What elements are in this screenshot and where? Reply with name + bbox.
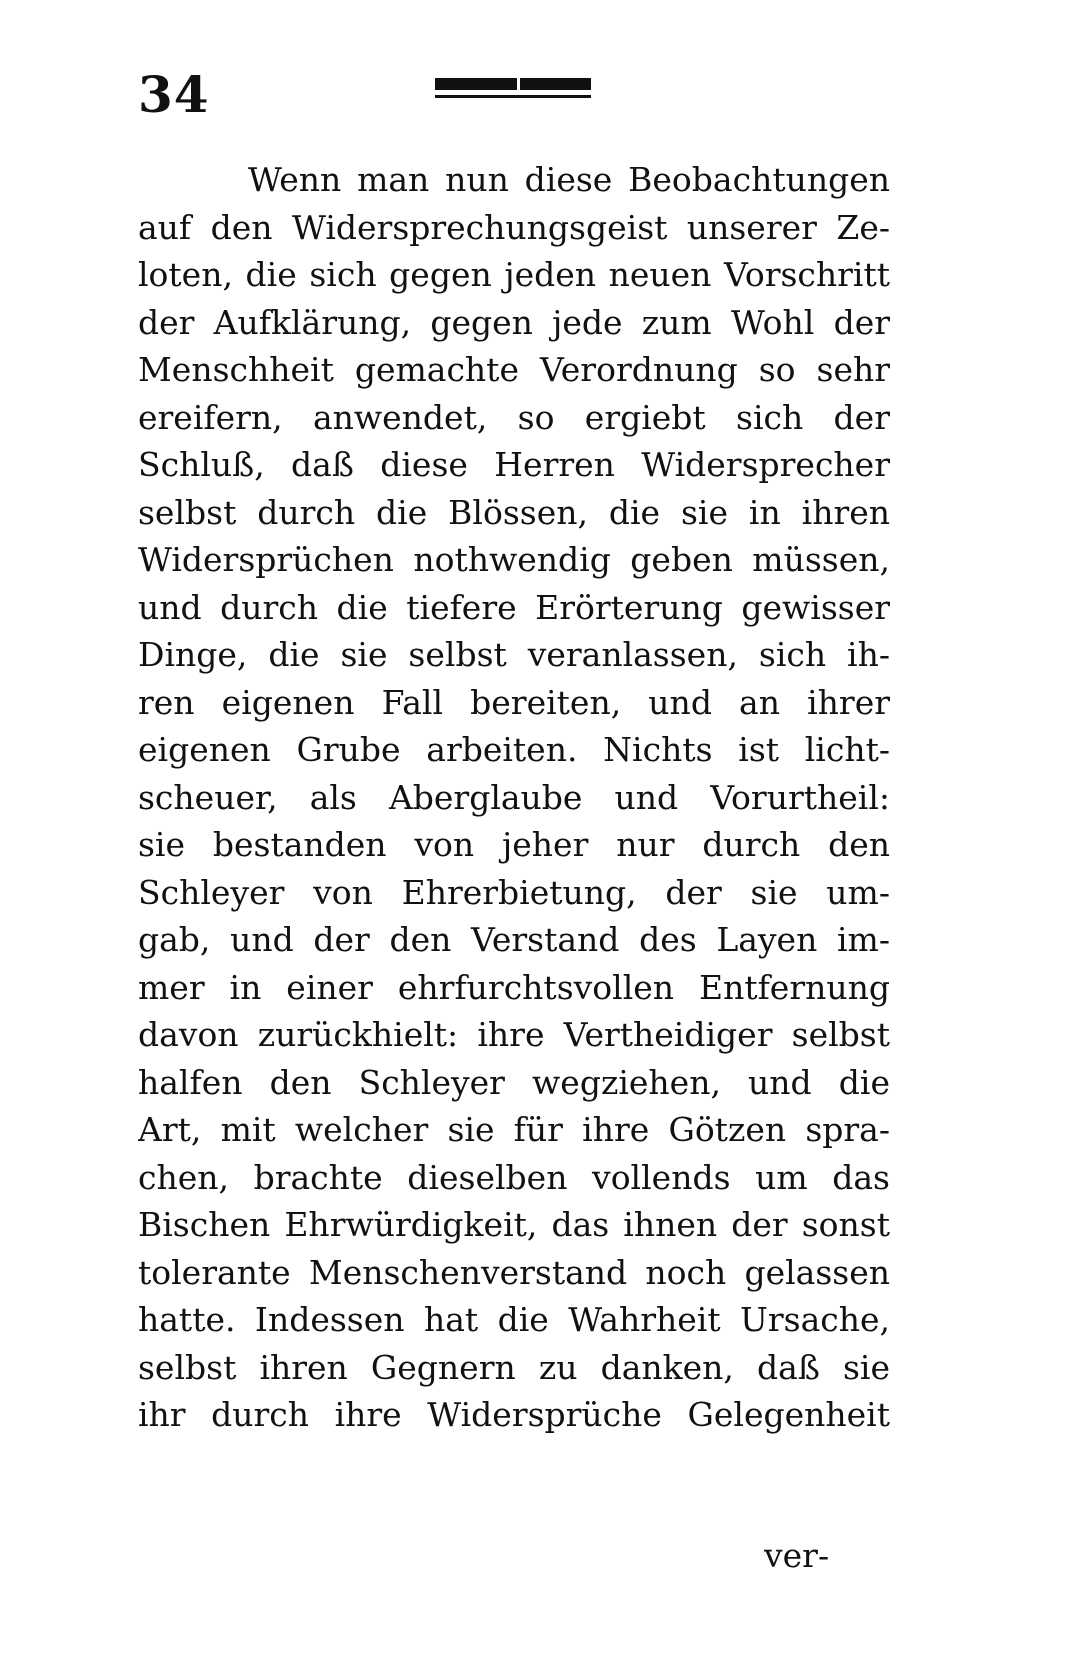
text-line: scheuer, als Aberglaube und Vorurtheil: — [138, 777, 890, 817]
header-ornament-rule — [435, 78, 591, 104]
text-line: Dinge, die sie selbst veranlassen, sich ih- — [138, 635, 890, 674]
text-line: Schleyer von Ehrerbietung, der sie um- — [138, 872, 890, 912]
text-line: Menschheit gemachte Verordnung so sehr — [138, 350, 890, 389]
text-line: sie bestanden von jeher nur durch den — [138, 825, 890, 864]
text-line: selbst ihren Gegnern zu danken, daß sie — [138, 1347, 890, 1387]
ornament-gap — [517, 78, 520, 90]
text-line: Schluß, daß diese Herren Widersprecher — [138, 445, 890, 484]
text-line: ren eigenen Fall bereiten, und an ihrer — [138, 682, 890, 722]
text-line: ereifern, anwendet, so ergiebt sich der — [138, 397, 890, 437]
ornament-thin-bar — [435, 95, 591, 98]
text-line: eigenen Grube arbeiten. Nichts ist licht- — [138, 730, 890, 769]
text-line: halfen den Schleyer wegziehen, und die — [138, 1062, 890, 1102]
text-line: ihr durch ihre Widersprüche Gelegenheit — [138, 1395, 890, 1434]
text-line: tolerante Menschenverstand noch gelassen — [138, 1252, 890, 1292]
text-line: der Aufklärung, gegen jede zum Wohl der — [138, 302, 890, 342]
text-line: davon zurückhielt: ihre Vertheidiger selbst — [138, 1015, 890, 1054]
text-line: mer in einer ehrfurchtsvollen Entfernung — [138, 967, 890, 1007]
text-line: selbst durch die Blössen, die sie in ihren — [138, 492, 890, 532]
text-line: und durch die tiefere Erörterung gewisser — [138, 587, 890, 627]
text-line: gab, und der den Verstand des Layen im- — [138, 920, 890, 959]
text-line: auf den Widersprechungsgeist unserer Ze- — [138, 207, 890, 247]
text-line: Widersprüchen nothwendig geben müssen, — [138, 540, 890, 579]
text-line: hatte. Indessen hat die Wahrheit Ursache, — [138, 1300, 890, 1339]
text-line: Wenn man nun diese Beobachtungen — [248, 160, 890, 199]
page-number: 34 — [138, 65, 210, 124]
catchword: ver- — [764, 1536, 830, 1575]
text-line: Bischen Ehrwürdigkeit, das ihnen der sonst — [138, 1205, 890, 1244]
text-line: loten, die sich gegen jeden neuen Vorschritt — [138, 255, 890, 294]
text-line: chen, brachte dieselben vollends um das — [138, 1157, 890, 1197]
body-text — [138, 156, 890, 1439]
text-line: Art, mit welcher sie für ihre Götzen spra- — [138, 1110, 890, 1149]
ornament-thick-bar — [435, 78, 591, 90]
